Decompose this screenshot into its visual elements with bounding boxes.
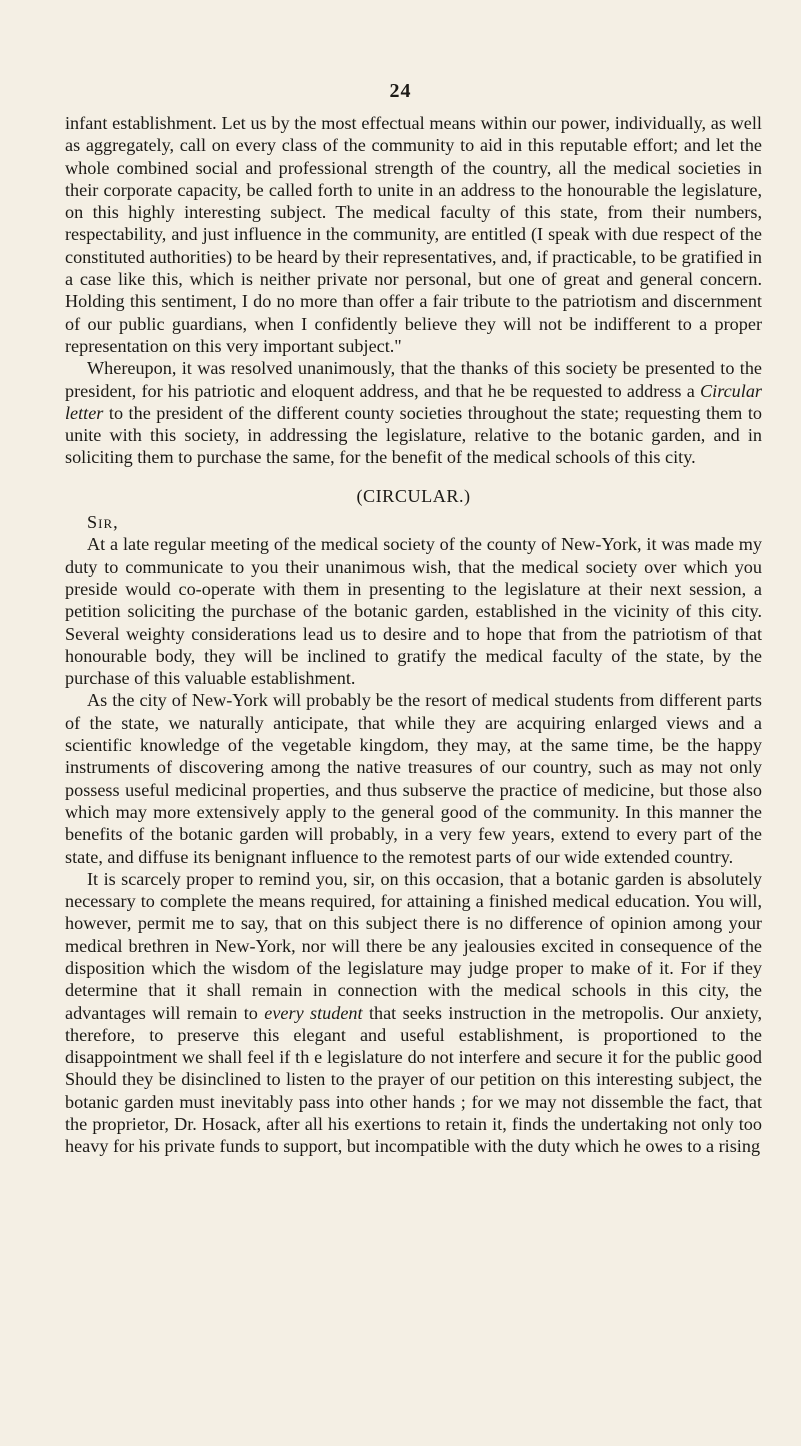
every-student-phrase: every student [264, 1002, 363, 1023]
paragraph-address-conclusion: infant establishment. Let us by the most effectual means within our power, individually, as well as aggregately, call on every class of the community to aid in this reputable effort; and let the whole combined social and professional strength of the country, all the medical societies in their corporate capacity, be called forth to unite in an address to the honourable the legislature, on this highly interesting subject. The medical faculty of this state, from their numbers, respectability, and just influence in the community, are entitled (I speak with due respect of the constituted authorities) to be heard by their representatives, and, if practicable, to be gratified in a case like this, which is neither private nor personal, but one of great and general concern. Holding this sentiment, I do no more than offer a fair tribute to the patriotism and discernment of our public guardians, when I confidently believe they will not be indifferent to a proper representation on this very important subject." [65, 113, 762, 356]
resolution-text-start: Whereupon, it was resolved unanimously, that the thanks of this society be presented to the president, for his patriotic and eloquent address, and that he be requested to address a [65, 358, 762, 401]
paragraph-students: As the city of New-York will probably be the resort of medical students from different parts of the state, we naturally anticipate, that while they are acquiring enlarged views and a scientific knowledge of the vegetable kingdom, they may, at the same time, be the happy instruments of discovering among the native treasures of our country, such as may not only possess useful medicinal properties, and thus subserve the practice of medicine, but those also which may more extensively apply to the general good of the community. In this manner the benefits of the botanic garden will probably, in a very few years, extend to every part of the state, and diffuse its benignant influence to the remotest parts of our wide extended country. [65, 690, 762, 867]
paragraph-resolution [65, 357, 762, 468]
paragraph-circular-request: At a late regular meeting of the medical society of the county of New-York, it was made my duty to communicate to you their unanimous wish, that the medical society over which you preside would co-operate with them in presenting to the legislature at their next session, a petition soliciting the purchase of the botanic garden, established in the vicinity of this city. Several weighty considerations lead us to desire and to hope that from the patriotism of that honourable body, they will be inclined to gratify the medical faculty of the state, by the purchase of this valuable establishment. [65, 534, 762, 689]
resolution-text-end: to the president of the different county societies throughout the state; requesting them to unite with this society, in addressing the legislature, relative to the botanic garden, and in soliciting them to purchase the same, for the benefit of the medical schools of this city. [65, 402, 762, 468]
page-text [65, 112, 762, 1158]
circular-letter-phrase: Circular letter [65, 380, 762, 423]
page-number: 24 [389, 80, 412, 102]
necessity-text-end: that seeks instruction in the metropolis. Our anxiety, therefore, to preserve this elegant and useful establishment, is proportioned to the disappointment we shall feel if th e legislature do not interfere and secure it for the public good Should they be disinclined to listen to the prayer of our petition on this interesting subject, the botanic garden must inevitably pass into other hands ; for we may not dissemble the fact, that the proprietor, Dr. Hosack, after all his exertions to retain it, finds the undertaking not only too heavy for his private funds to support, but incompatible with the duty which he owes to a rising [65, 1002, 763, 1157]
circular-heading: (CIRCULAR.) [356, 485, 471, 506]
paragraph-necessity [65, 868, 762, 1158]
salutation: Sir, [87, 512, 119, 533]
necessity-text-start: It is scarcely proper to remind you, sir, on this occasion, that a botanic garden is absolutely necessary to complete the means required, for attaining a finished medical education. You will, however, permit me to say, that on this subject there is no difference of opinion among your medical brethren in New-York, nor will there be any jealousies excited in consequence of the disposition which the wisdom of the legislature may judge proper to make of it. For if they determine that it shall remain in connection with the medical schools in this city, the advantages will remain to [65, 868, 762, 1023]
